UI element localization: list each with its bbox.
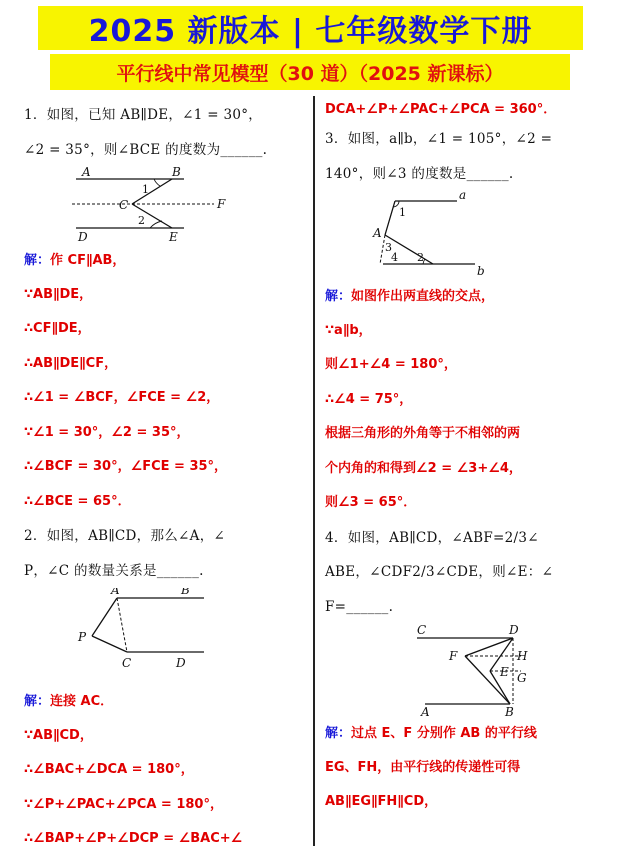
fig4-label-E: E	[500, 665, 509, 679]
figure-3-svg	[325, 191, 607, 279]
s1-line8: ∴∠BCE = 65°．	[24, 493, 131, 509]
q4-text-line3: F=______.	[325, 598, 394, 615]
s4-line1: 过点 E、F 分别作 AB 的平行线	[351, 726, 537, 741]
q3-text-line2: 140°，则∠3 的度数是______.	[325, 165, 514, 182]
s1-line7: ∴∠BCF = 30°，∠FCE = 35°，	[24, 459, 228, 474]
q3-text-line1: 3．如图，a∥b，∠1 = 105°，∠2 =	[325, 131, 553, 147]
s4-jie-label: 解：	[325, 726, 352, 741]
right-column	[325, 98, 607, 820]
figure-1	[24, 167, 306, 243]
fig4-label-F: F	[449, 649, 458, 663]
fig1-label-C: C	[119, 198, 129, 212]
figure-3	[325, 191, 607, 279]
q1-text-line2: ∠2 = 35°，则∠BCE 的度数为______.	[24, 141, 268, 158]
fig3-label-a: a	[459, 191, 467, 202]
s1-line1: 作 CF∥AB，	[50, 253, 126, 268]
fig3-label-3: 3	[385, 241, 392, 254]
s4-line2: EG、FH，由平行线的传递性可得	[325, 759, 521, 775]
s1-line2: ∵AB∥DE，	[24, 286, 93, 302]
fig1-label-A: A	[82, 167, 91, 179]
fig2-label-C: C	[122, 656, 132, 670]
s2-line1: 连接 AC．	[50, 694, 114, 709]
s3-line4: ∴∠4 = 75°，	[325, 391, 413, 407]
s3-line7: 则∠3 = 65°．	[325, 495, 417, 510]
figure-4	[325, 624, 607, 716]
left-column	[24, 98, 306, 853]
fig4-label-G: G	[517, 671, 527, 685]
fig3-label-2: 2	[417, 251, 424, 264]
fig4-label-D: D	[509, 624, 519, 637]
q4-text-line1: 4．如图，AB∥CD，∠ABF=2/3∠	[325, 529, 539, 546]
fig1-label-B: B	[172, 167, 181, 179]
fig3-label-A: A	[373, 226, 382, 240]
q2-text-line1: 2．如图，AB∥CD，那么∠A，∠	[24, 528, 226, 544]
s2-line2: ∵AB∥CD，	[24, 727, 93, 743]
fig1-label-F: F	[217, 197, 226, 211]
fig4-label-A: A	[421, 705, 430, 716]
s2-line3: ∴∠BAC+∠DCA = 180°，	[24, 762, 194, 777]
figure-2-svg	[24, 588, 306, 684]
q2-text-line2: P，∠C 的数量关系是______.	[24, 562, 204, 579]
s1-line5: ∴∠1 = ∠BCF，∠FCE = ∠2，	[24, 390, 220, 405]
header-banner	[0, 0, 617, 95]
fig2-label-D: D	[176, 656, 186, 670]
fig1-label-D: D	[78, 230, 88, 243]
fig3-label-b: b	[477, 264, 485, 278]
fig3-label-4: 4	[391, 251, 398, 264]
fig2-label-A: A	[111, 588, 120, 597]
s2-line4: ∵∠P+∠PAC+∠PCA = 180°，	[24, 796, 223, 812]
figure-4-svg	[325, 624, 607, 716]
s3-jie-label: 解：	[325, 289, 352, 304]
s1-line4: ∴AB∥DE∥CF，	[24, 355, 118, 371]
s2-line5: ∴∠BAP+∠P+∠DCP = ∠BAC+∠	[24, 831, 243, 846]
fig2-label-B: B	[181, 588, 190, 597]
fig4-label-H: H	[517, 649, 528, 663]
fig2-label-P: P	[78, 630, 87, 644]
fig4-label-C: C	[417, 624, 427, 637]
fig4-label-B: B	[505, 705, 514, 716]
q4-text-line2: ABE，∠CDF2/3∠CDE，则∠E：∠	[325, 564, 554, 580]
figure-2	[24, 588, 306, 684]
s1-jie-label: 解：	[24, 253, 51, 268]
fig3-label-1: 1	[399, 206, 406, 219]
fig1-label-E: E	[169, 230, 178, 243]
fig1-label-2: 2	[138, 214, 145, 227]
q1-text-line1: 1．如图，已知 AB∥DE，∠1 = 30°，	[24, 107, 263, 123]
s3-line2: ∵a∥b，	[325, 322, 372, 338]
s4-line3: AB∥EG∥FH∥CD，	[325, 794, 438, 809]
s3-line3: 则∠1+∠4 = 180°，	[325, 357, 457, 372]
s3-line5: 根据三角形的外角等于不相邻的两	[325, 426, 521, 441]
s2-jie-label: 解：	[24, 694, 51, 709]
fig1-label-1: 1	[142, 183, 149, 196]
s3-line6: 个内角的和得到∠2 = ∠3+∠4，	[325, 460, 522, 476]
s1-line6: ∵∠1 = 30°，∠2 = 35°，	[24, 424, 190, 440]
s2-line6: DCA+∠P+∠PAC+∠PCA = 360°．	[325, 102, 557, 117]
s3-line1: 如图作出两直线的交点，	[351, 289, 495, 304]
s1-line3: ∴CF∥DE，	[24, 321, 91, 336]
page-subtitle: 平行线中常见模型（30 道）（2025 新课标）	[50, 54, 570, 90]
figure-1-svg	[24, 167, 306, 243]
page-title: 2025 新版本 | 七年级数学下册	[38, 6, 583, 50]
column-divider	[313, 96, 315, 846]
